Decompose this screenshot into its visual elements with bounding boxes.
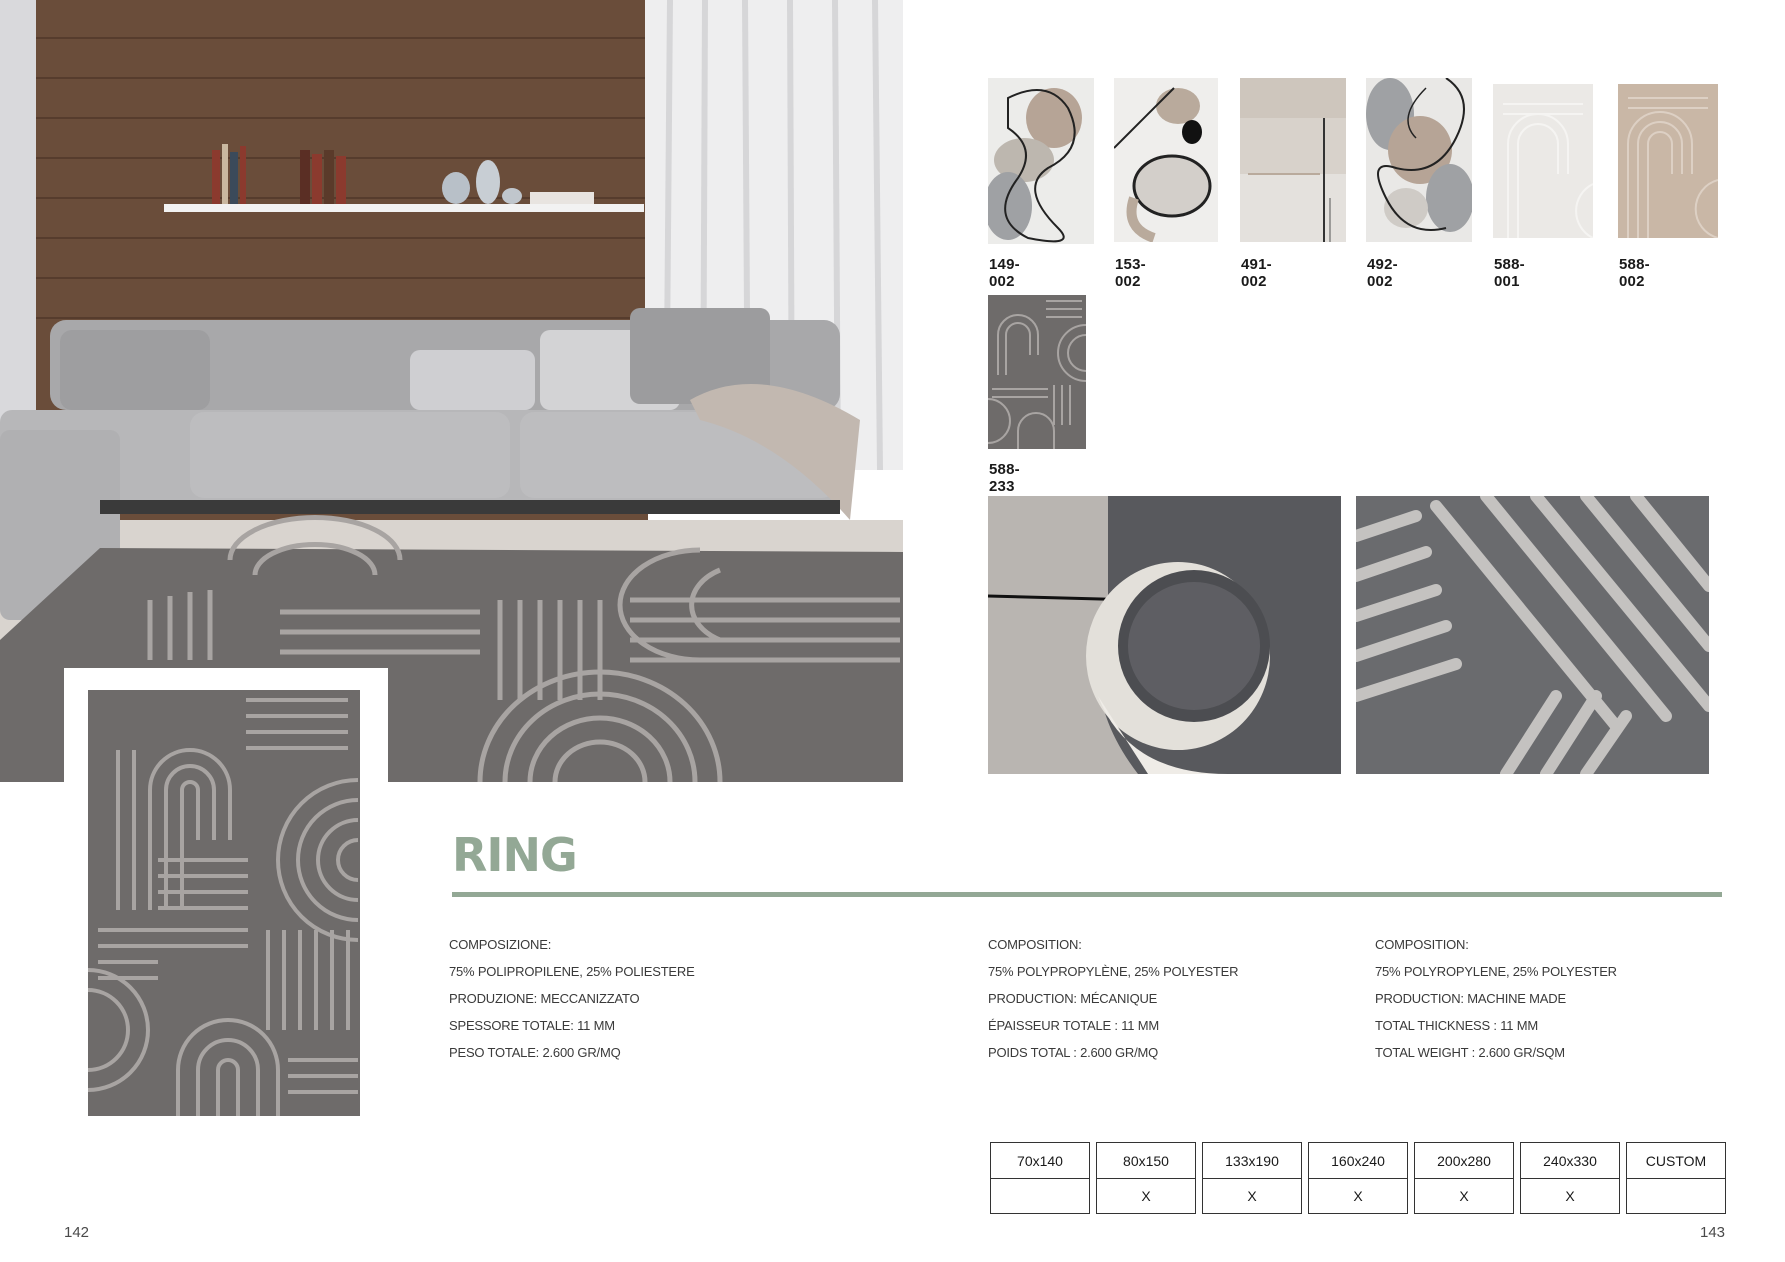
size-option-240x330[interactable]	[1520, 1142, 1620, 1214]
size-label: 160x240	[1309, 1143, 1407, 1179]
swatch-code: 491-002	[1241, 256, 1272, 290]
size-label: 200x280	[1415, 1143, 1513, 1179]
spec-line: SPESSORE TOTALE: 11 MM	[449, 1018, 615, 1033]
size-label: 80x150	[1097, 1143, 1195, 1179]
swatch-thumbnail	[1493, 84, 1593, 238]
swatch-thumbnail	[988, 295, 1086, 449]
rug-product-image	[88, 690, 360, 1116]
swatch-thumbnail	[1240, 78, 1346, 242]
swatch-thumbnail	[988, 78, 1094, 244]
spec-line: ÉPAISSEUR TOTALE : 11 MM	[988, 1018, 1159, 1033]
size-availability: X	[1353, 1188, 1363, 1204]
swatch-code: 588-233	[989, 461, 1020, 495]
size-availability: X	[1565, 1188, 1575, 1204]
size-label: 240x330	[1521, 1143, 1619, 1179]
swatch-code: 492-002	[1367, 256, 1398, 290]
size-option-80x150[interactable]	[1096, 1142, 1196, 1214]
spec-line: COMPOSITION:	[1375, 937, 1469, 952]
size-availability	[991, 1179, 1089, 1213]
size-option-70x140[interactable]	[990, 1142, 1090, 1214]
rug-product-card	[64, 668, 388, 1128]
detail-photo-rolled-edge	[988, 496, 1341, 774]
size-label: CUSTOM	[1627, 1143, 1725, 1179]
swatch-thumbnail	[1114, 78, 1218, 242]
spec-line: COMPOSIZIONE:	[449, 937, 552, 952]
size-option-200x280[interactable]	[1414, 1142, 1514, 1214]
specs-french	[988, 936, 1238, 1071]
specs-italian	[449, 936, 695, 1071]
spec-line: POIDS TOTAL : 2.600 GR/MQ	[988, 1045, 1159, 1060]
swatch-thumbnail	[1366, 78, 1472, 242]
size-availability: X	[1459, 1188, 1469, 1204]
specs-english	[1375, 936, 1617, 1071]
spec-line: PRODUCTION: MACHINE MADE	[1375, 991, 1566, 1006]
size-availability: X	[1141, 1188, 1151, 1204]
spec-line: 75% POLYPROPYLÈNE, 25% POLYESTER	[988, 964, 1239, 979]
swatch-code: 588-002	[1619, 256, 1650, 290]
spec-line: TOTAL WEIGHT : 2.600 GR/SQM	[1375, 1045, 1565, 1060]
size-availability	[1627, 1179, 1725, 1213]
page-number-left: 142	[64, 1224, 90, 1241]
spec-line: PRODUCTION: MÉCANIQUE	[988, 991, 1158, 1006]
size-label: 70x140	[991, 1143, 1089, 1179]
detail-photo-texture	[1356, 496, 1709, 774]
size-label: 133x190	[1203, 1143, 1301, 1179]
spec-line: TOTAL THICKNESS : 11 MM	[1375, 1018, 1538, 1033]
size-option-custom[interactable]	[1626, 1142, 1726, 1214]
room-photo	[0, 0, 903, 782]
swatch-code: 588-001	[1494, 256, 1525, 290]
swatch-code: 149-002	[989, 256, 1020, 290]
size-option-160x240[interactable]	[1308, 1142, 1408, 1214]
size-availability: X	[1247, 1188, 1257, 1204]
size-table	[990, 1142, 1726, 1214]
spec-line: 75% POLIPROPILENE, 25% POLIESTERE	[449, 964, 695, 979]
product-title: RING	[452, 828, 577, 882]
title-divider	[452, 892, 1722, 897]
spec-line: 75% POLYROPYLENE, 25% POLYESTER	[1375, 964, 1617, 979]
page-number-right: 143	[1700, 1224, 1726, 1241]
swatch-code: 153-002	[1115, 256, 1146, 290]
spec-line: COMPOSITION:	[988, 937, 1082, 952]
spec-line: PESO TOTALE: 2.600 GR/MQ	[449, 1045, 621, 1060]
spec-line: PRODUZIONE: MECCANIZZATO	[449, 991, 640, 1006]
size-option-133x190[interactable]	[1202, 1142, 1302, 1214]
swatch-thumbnail	[1618, 84, 1718, 238]
